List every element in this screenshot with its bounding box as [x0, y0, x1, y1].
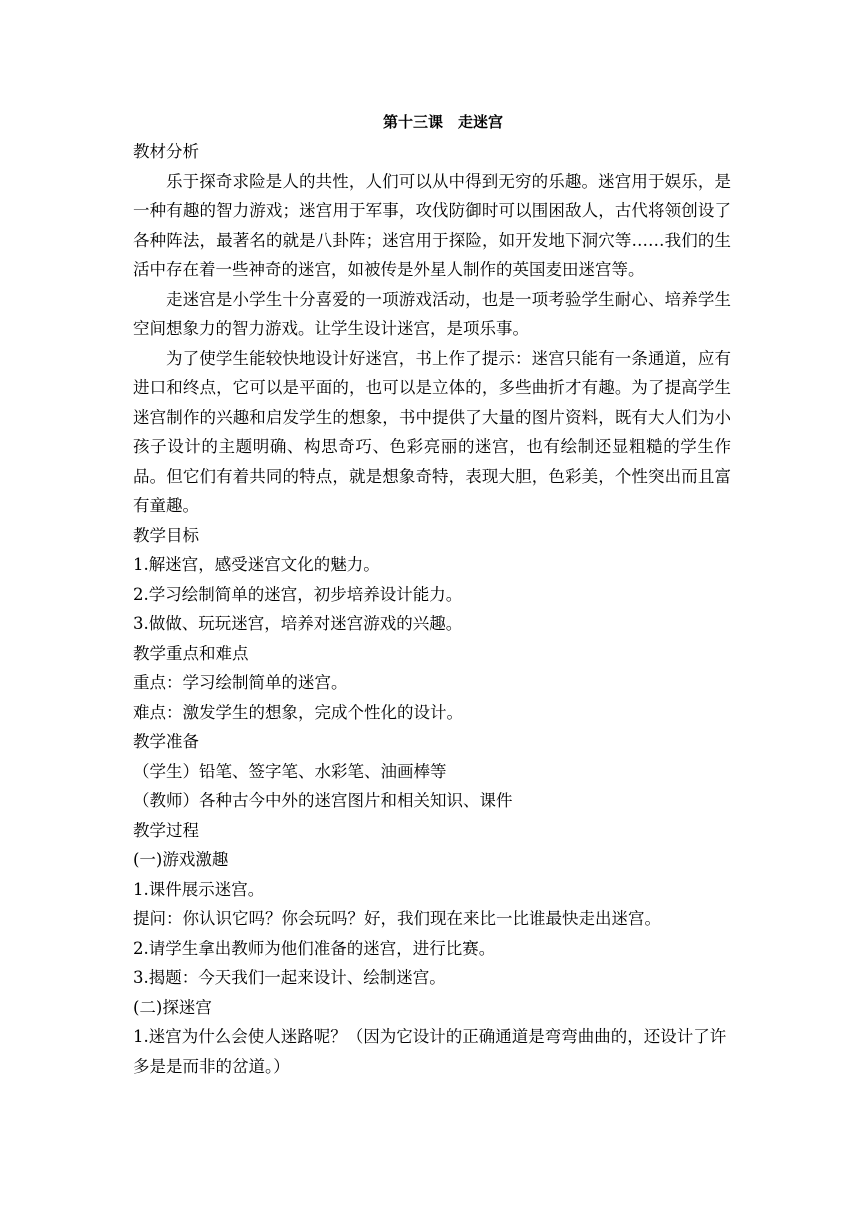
section-heading-prep: 教学准备: [133, 732, 199, 751]
prep-item: （学生）铅笔、签字笔、水彩笔、油画棒等: [133, 761, 447, 781]
process-step: 1.迷宫为什么会使人迷路呢？（因为它设计的正确通道是弯弯曲曲的，还设计了许多是是而非的岔道。）: [133, 1027, 727, 1076]
process-subheading: (一)游戏激趣: [133, 850, 229, 869]
process-step: 提问：你认识它吗？你会玩吗？好，我们现在来比一比谁最快走出迷宫。: [133, 909, 661, 928]
analysis-paragraph: 乐于探奇求险是人的共性，人们可以从中得到无穷的乐趣。迷宫用于娱乐，是一种有趣的智力游戏；迷宫用于军事，攻伐防御时可以围困敌人，古代将领创设了各种阵法，最著名的就是八卦阵；迷宫用于探险，如开发地下洞穴等……我们的生活中存在着一些神奇的迷宫，如被传是外星人制作的英国麦田迷宫等。: [133, 171, 731, 279]
goal-item: 2.学习绘制简单的迷宫，初步培养设计能力。: [133, 584, 463, 604]
section-heading-process: 教学过程: [133, 820, 199, 840]
section-heading-goals: 教学目标: [133, 525, 199, 545]
goal-item: 3.做做、玩玩迷宫，培养对迷宫游戏的兴趣。: [133, 614, 463, 633]
process-step: 3.揭题：今天我们一起来设计、绘制迷宫。: [133, 968, 446, 987]
section-heading-keypoints: 教学重点和难点: [133, 643, 249, 663]
document-body: [133, 110, 731, 1081]
lesson-title: 第十三课 走迷宫: [382, 113, 503, 131]
process-subheading: (二)探迷宫: [133, 997, 212, 1017]
keypoint-item: 重点：学习绘制简单的迷宫。: [133, 673, 348, 692]
section-heading-analysis: 教材分析: [133, 142, 199, 161]
analysis-paragraph: 走迷宫是小学生十分喜爱的一项游戏活动，也是一项考验学生耐心、培养学生空间想象力的智力游戏。让学生设计迷宫，是项乐事。: [133, 289, 731, 338]
analysis-paragraph: 为了使学生能较快地设计好迷宫，书上作了提示：迷宫只能有一条通道，应有进口和终点，它可以是平面的，也可以是立体的，多些曲折才有趣。为了提高学生迷宫制作的兴趣和启发学生的想象，书中提供了大量的图片资料，既有大人们为小孩子设计的主题明确、构思奇巧、色彩亮丽的迷宫，也有绘制还显粗糙的学生作品。但它们有着共同的特点，就是想象奇特，表现大胆，色彩美，个性突出而且富有童趣。: [133, 348, 731, 515]
process-step: 2.请学生拿出教师为他们准备的迷宫，进行比赛。: [133, 938, 496, 958]
goal-item: 1.解迷宫，感受迷宫文化的魅力。: [133, 555, 380, 574]
keypoint-item: 难点：激发学生的想象，完成个性化的设计。: [133, 702, 463, 722]
process-step: 1.课件展示迷宫。: [133, 879, 265, 899]
prep-item: （教师）各种古今中外的迷宫图片和相关知识、课件: [133, 791, 513, 810]
